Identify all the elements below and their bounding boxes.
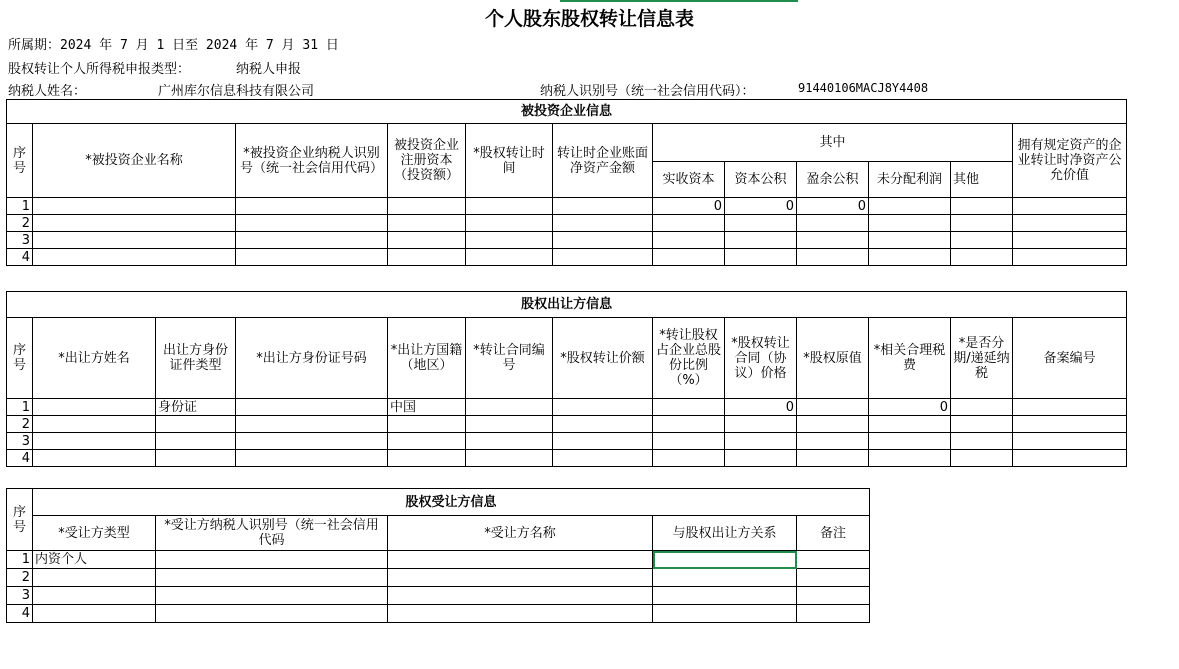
header-transfer-price: *股权转让价额	[553, 318, 653, 399]
period-row	[8, 34, 339, 53]
table-row	[7, 232, 1127, 249]
cell[interactable]	[1013, 198, 1127, 215]
header-share-ratio: *转让股权占企业总股份比例（%）	[653, 318, 725, 399]
header-capital-reserve: 资本公积	[725, 162, 797, 198]
table-row	[7, 399, 1127, 416]
header-surplus-reserve: 盈余公积	[797, 162, 869, 198]
seq-header: 序号	[7, 318, 33, 399]
header-paid-in-capital: 实收资本	[653, 162, 725, 198]
header-transferee-name: *受让方名称	[388, 516, 653, 551]
period-label: 所属期：	[8, 38, 61, 53]
header-invested-taxid: *被投资企业纳税人识别号（统一社会信用代码）	[236, 124, 388, 198]
cell[interactable]	[951, 198, 1013, 215]
selected-cell[interactable]	[653, 551, 797, 569]
cell-tax-fee[interactable]: 0	[869, 399, 951, 416]
header-transferee-type: *受让方类型	[33, 516, 156, 551]
cell[interactable]	[236, 198, 388, 215]
cell-capital-reserve[interactable]: 0	[725, 198, 797, 215]
row-seq[interactable]: 2	[7, 569, 33, 587]
row-seq[interactable]: 3	[7, 587, 33, 605]
header-contract-price: *股权转让合同（协议）价格	[725, 318, 797, 399]
header-transferee-taxid: *受让方纳税人识别号（统一社会信用代码	[156, 516, 388, 551]
header-remark: 备注	[797, 516, 870, 551]
row-seq[interactable]: 4	[7, 249, 33, 266]
table-row	[7, 433, 1127, 450]
transferee-table	[6, 488, 870, 623]
table-row	[7, 198, 1127, 215]
table-row	[7, 416, 1127, 433]
header-other: 其他	[951, 162, 1013, 198]
header-record-no: 备案编号	[1013, 318, 1127, 399]
cell-nationality[interactable]: 中国	[388, 399, 466, 416]
header-invested-name: *被投资企业名称	[33, 124, 236, 198]
taxpayer-id-label: 纳税人识别号（统一社会信用代码）：	[540, 84, 755, 99]
sheet-title: 个人股东股权转让信息表	[484, 8, 694, 30]
transferor-section-title: 股权出让方信息	[7, 292, 1127, 318]
row-seq[interactable]: 3	[7, 433, 33, 450]
cell-surplus-reserve[interactable]: 0	[797, 198, 869, 215]
header-installment: *是否分期/递延纳税	[951, 318, 1013, 399]
header-registered-capital: 被投资企业注册资本（投资额）	[388, 124, 466, 198]
table-row	[7, 569, 870, 587]
cell[interactable]	[388, 551, 653, 569]
table-row	[7, 249, 1127, 266]
cell-paid-in[interactable]: 0	[653, 198, 725, 215]
cell[interactable]	[156, 551, 388, 569]
table-row	[7, 551, 870, 569]
cell-id-type[interactable]: 身份证	[156, 399, 236, 416]
cell[interactable]	[466, 198, 553, 215]
header-relation: 与股权出让方关系	[653, 516, 797, 551]
selection-indicator-bar	[560, 0, 798, 2]
header-id-type: 出让方身份证件类型	[156, 318, 236, 399]
taxpayer-name-label: 纳税人姓名：	[8, 84, 87, 99]
header-nationality: *出让方国籍（地区）	[388, 318, 466, 399]
transferor-table	[6, 291, 1127, 467]
row-seq[interactable]: 2	[7, 416, 33, 433]
cell-contract-price[interactable]: 0	[725, 399, 797, 416]
cell[interactable]	[869, 198, 951, 215]
report-type-label: 股权转让个人所得税申报类型：	[8, 62, 191, 77]
report-type-value: 纳税人申报	[236, 62, 302, 77]
header-id-number: *出让方身份证号码	[236, 318, 388, 399]
header-undistributed-profit: 未分配利润	[869, 162, 951, 198]
header-contract-no: *转让合同编号	[466, 318, 553, 399]
table-row	[7, 215, 1127, 232]
period-value: 2024 年 7 月 1 日至 2024 年 7 月 31 日	[60, 38, 339, 53]
cell[interactable]	[236, 399, 388, 416]
cell[interactable]	[33, 399, 156, 416]
seq-header: 序号	[7, 489, 33, 551]
row-seq[interactable]: 1	[7, 551, 33, 569]
cell-transferee-type[interactable]: 内资个人	[33, 551, 156, 569]
row-seq[interactable]: 1	[7, 399, 33, 416]
table-row	[7, 587, 870, 605]
transferee-section-title: 股权受让方信息	[33, 489, 870, 516]
invested-section-title: 被投资企业信息	[7, 100, 1127, 124]
cell[interactable]	[797, 551, 870, 569]
taxpayer-name-value: 广州库尔信息科技有限公司	[158, 84, 315, 99]
cell[interactable]	[33, 198, 236, 215]
row-seq[interactable]: 2	[7, 215, 33, 232]
row-seq[interactable]: 1	[7, 198, 33, 215]
header-original-value: *股权原值	[797, 318, 869, 399]
table-row	[7, 450, 1127, 467]
table-row	[7, 605, 870, 623]
taxpayer-id-value: 91440106MACJ8Y4408	[798, 81, 929, 95]
header-transferor-name: *出让方姓名	[33, 318, 156, 399]
header-net-assets: 转让时企业账面净资产金额	[553, 124, 653, 198]
row-seq[interactable]: 3	[7, 232, 33, 249]
header-tax-fee: *相关合理税费	[869, 318, 951, 399]
invested-enterprise-table	[6, 99, 1127, 266]
header-among: 其中	[653, 124, 1013, 162]
row-seq[interactable]: 4	[7, 450, 33, 467]
seq-header: 序号	[7, 124, 33, 198]
cell[interactable]	[553, 198, 653, 215]
header-transfer-time: *股权转让时间	[466, 124, 553, 198]
cell[interactable]	[388, 198, 466, 215]
header-fair-value: 拥有规定资产的企业转让时净资产公允价值	[1013, 124, 1127, 198]
row-seq[interactable]: 4	[7, 605, 33, 623]
